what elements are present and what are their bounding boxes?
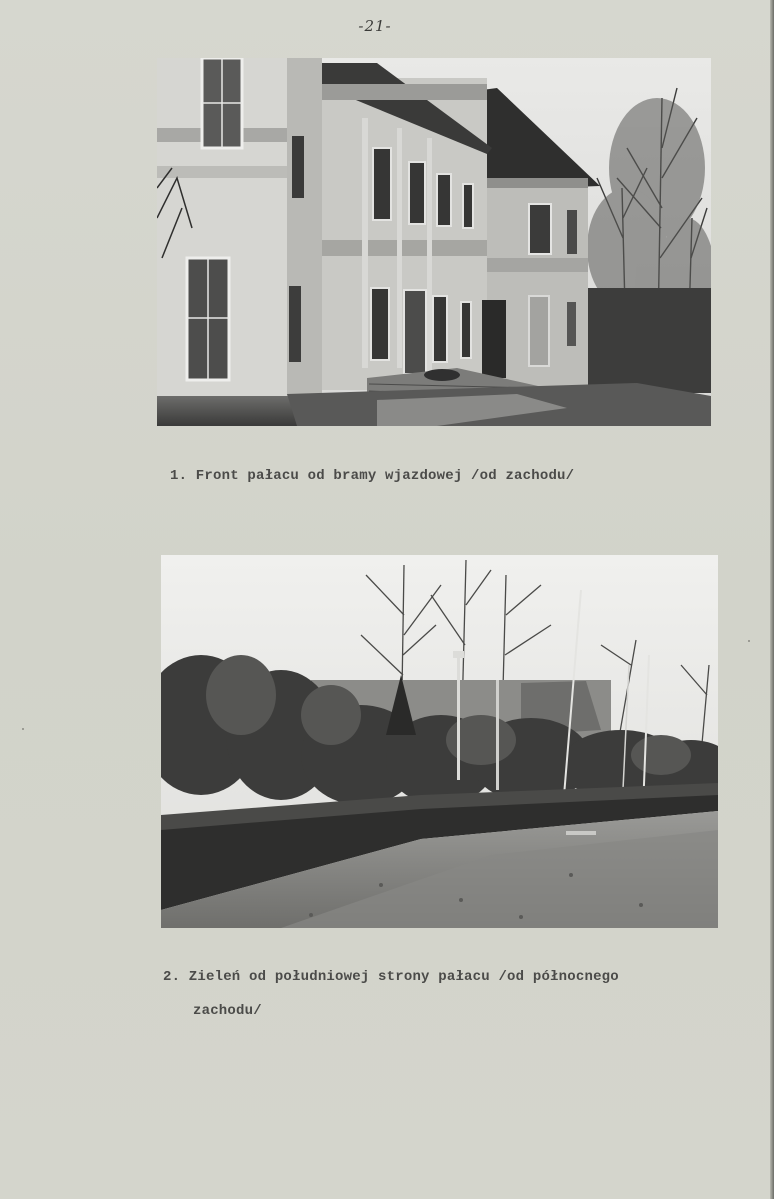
- paper-speck: [22, 728, 24, 730]
- page-number: -21-: [358, 17, 392, 35]
- photo-caption-2-line-1: 2. Zieleń od południowej strony pałacu /od północnego: [163, 969, 619, 985]
- photo-palace-front: [157, 58, 711, 426]
- paper-speck: [748, 640, 750, 642]
- photo-caption-1: 1. Front pałacu od bramy wjazdowej /od zachodu/: [170, 468, 575, 484]
- photo-caption-2-line-2: zachodu/: [193, 1003, 262, 1019]
- page-edge-shadow: [770, 0, 774, 1199]
- photo-greenery-hedge: [161, 555, 718, 928]
